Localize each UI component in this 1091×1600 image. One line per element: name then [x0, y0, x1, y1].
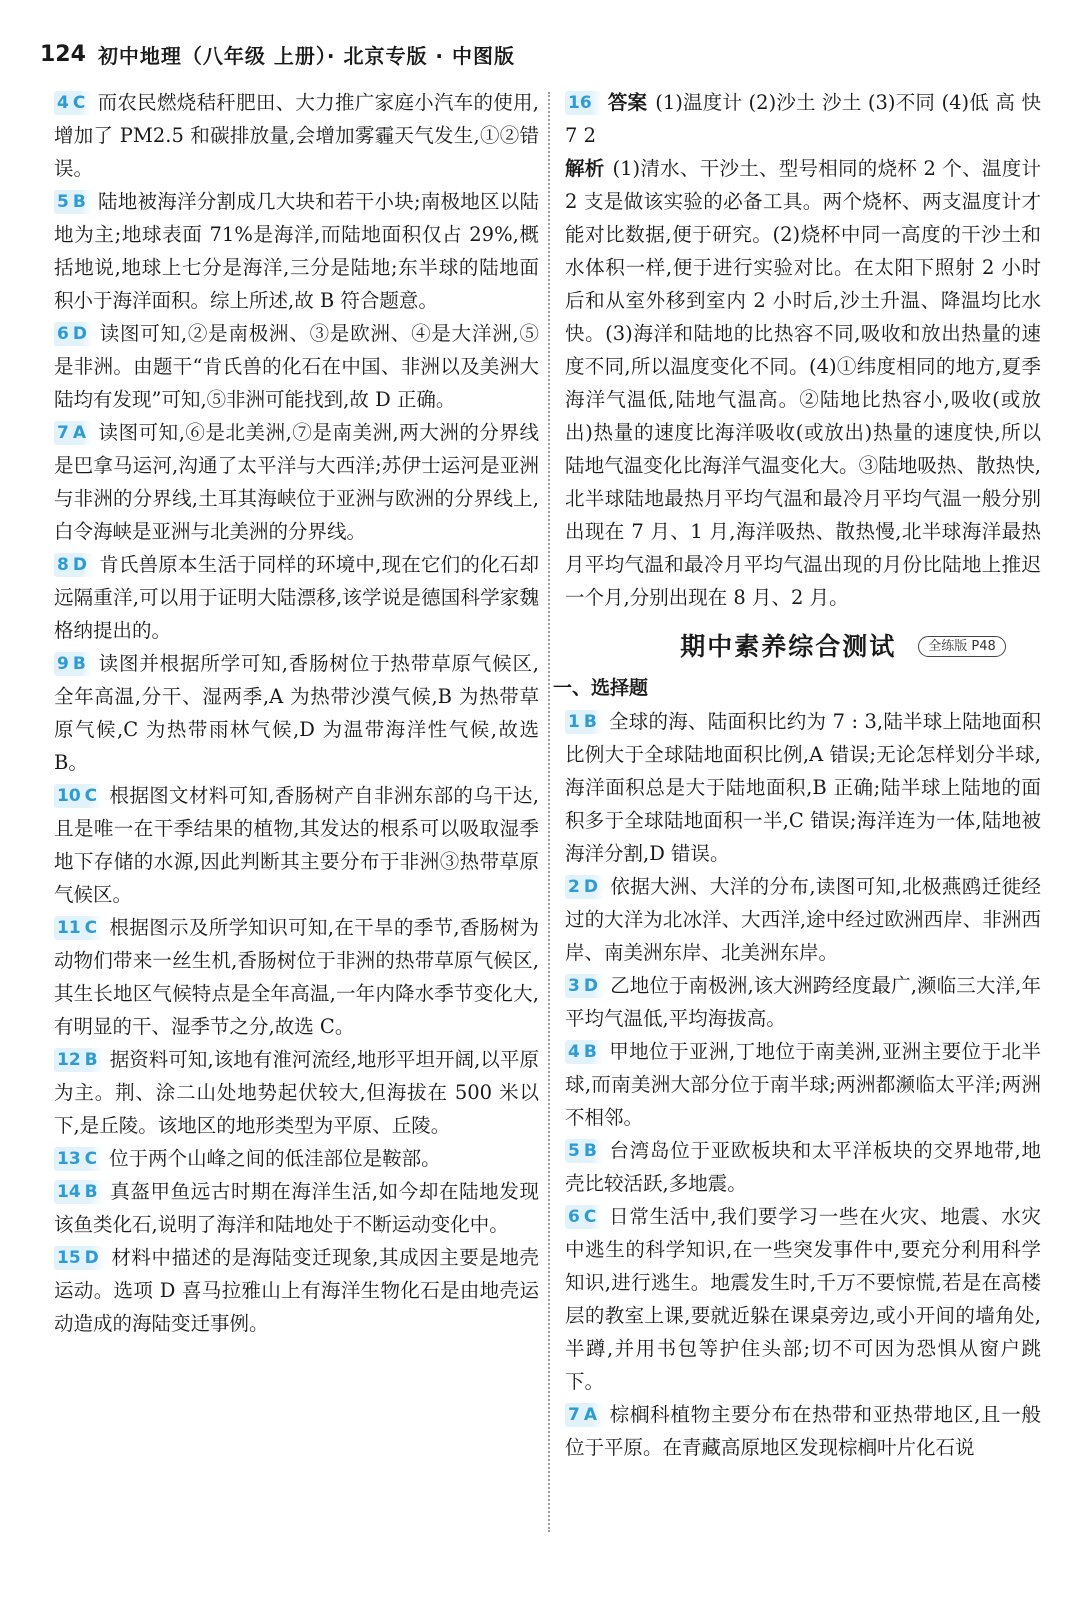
answer-badge: [565, 710, 603, 734]
answer-item-6b: [565, 1200, 1041, 1398]
question-number: 1: [568, 712, 580, 732]
answer-letter: B: [583, 1042, 597, 1062]
question-number: 12: [57, 1050, 81, 1070]
answer-item-5b: [565, 1134, 1041, 1200]
answer-badge: [54, 190, 92, 214]
answer-badge: [565, 91, 602, 115]
question-number: 13: [57, 1149, 81, 1169]
question-number: 11: [57, 918, 81, 938]
answer-item-7b: [565, 1398, 1041, 1464]
explanation-text: 读图并根据所学可知,香肠树位于热带草原气候区,全年高温,分干、湿两季,A 为热带沙漠气候,B 为热带草原气候,C 为热带雨林气候,D 为温带海洋性气候,故选 B。: [54, 652, 539, 774]
explanation-text: 日常生活中,我们要学习一些在火灾、地震、水灾中逃生的科学知识,在一些突发事件中,要充分利用科学知识,进行逃生。地震发生时,千万不要惊慌,若是在高楼层的教室上课,要就近躲在课桌旁边,或小开间的墙角处,半蹲,并用书包等护住头部;切不可因为恐惧从窗户跳下。: [565, 1205, 1041, 1393]
answer-item-8: [54, 548, 539, 647]
answer-item-10: [54, 779, 539, 911]
answer-text: (1)温度计 (2)沙土 沙土 (3)不同 (4)低 高 快 7 2: [565, 91, 1041, 147]
column-divider: [548, 92, 550, 1532]
answer-badge: [565, 1139, 603, 1163]
book-title: 初中地理（八年级 上册）· 北京专版 · 中图版: [97, 43, 515, 68]
question-number: 9: [57, 654, 69, 674]
answer-item-6: [54, 317, 539, 416]
answer-item-15: [54, 1241, 539, 1340]
answer-letter: B: [84, 1182, 98, 1202]
answer-letter: C: [583, 1207, 597, 1227]
answer-letter: D: [84, 1248, 99, 1268]
answer-item-4b: [565, 1035, 1041, 1134]
explanation-text: 根据图示及所学知识可知,在干旱的季节,香肠树为动物们带来一丝生机,香肠树位于非洲的热带草原气候区,其生长地区气候特点是全年高温,一年内降水季节变化大,有明显的干、湿季节之分,故选 C。: [54, 916, 539, 1038]
answer-badge: [565, 875, 604, 899]
explanation-text: 材料中描述的是海陆变迁现象,其成因主要是地壳运动。选项 D 喜马拉雅山上有海洋生物化石是由地壳运动造成的海陆变迁事例。: [54, 1246, 539, 1335]
explanation-text: 依据大洲、大洋的分布,读图可知,北极燕鸥迁徙经过的大洋为北冰洋、大西洋,途中经过欧洲西岸、非洲西岸、南美洲东岸、北美洲东岸。: [565, 875, 1041, 964]
answer-item-16: [565, 86, 1041, 152]
question-number: 7: [568, 1405, 580, 1425]
explanation-text: 据资料可知,该地有淮河流经,地形平坦开阔,以平原为主。荆、涂二山处地势起伏较大,但海拔在 500 米以下,是丘陵。该地区的地形类型为平原、丘陵。: [54, 1048, 539, 1137]
explanation-text: 乙地位于南极洲,该大洲跨经度最广,濒临三大洋,年平均气温低,平均海拔高。: [565, 974, 1041, 1030]
answer-badge: [565, 1205, 602, 1229]
question-number: 4: [568, 1042, 580, 1062]
answer-letter: C: [72, 93, 86, 113]
answer-letter: C: [84, 786, 98, 806]
answer-letter: D: [583, 976, 598, 996]
section-page-ref: 全练版 P48: [918, 636, 1006, 657]
answer-badge: [54, 1180, 104, 1204]
question-number: 6: [568, 1207, 580, 1227]
explanation-text: 全球的海、陆面积比约为 7 : 3,陆半球上陆地面积比例大于全球陆地面积比例,A 错误;无论怎样划分半球,海洋面积总是大于陆地面积,B 正确;陆半球上陆地的面积多于全球陆地面积一半,C 错误;海洋连为一体,陆地被海洋分割,D 错误。: [565, 710, 1041, 865]
answer-letter: D: [72, 555, 87, 575]
explanation-text: 肯氏兽原本生活于同样的环境中,现在它们的化石却远隔重洋,可以用于证明大陆漂移,该学说是德国科学家魏格纳提出的。: [54, 553, 539, 642]
explanation-text: 真盔甲鱼远古时期在海洋生活,如今却在陆地发现该鱼类化石,说明了海洋和陆地处于不断运动变化中。: [54, 1180, 539, 1236]
question-number: 14: [57, 1182, 81, 1202]
question-number: 7: [57, 423, 69, 443]
right-column: [553, 86, 1041, 1464]
explanation-text: 读图可知,②是南极洲、③是欧洲、④是大洋洲,⑤是非洲。由题干“肯氏兽的化石在中国、非洲以及美洲大陆均有发现”可知,⑤非洲可能找到,故 D 正确。: [54, 322, 539, 411]
explanation-text: 棕榈科植物主要分布在热带和亚热带地区,且一般位于平原。在青藏高原地区发现棕榈叶片化石说: [565, 1403, 1041, 1459]
explanation-text: 甲地位于亚洲,丁地位于南美洲,亚洲主要位于北半球,而南美洲大部分位于南半球;两洲都濒临太平洋;两洲不相邻。: [565, 1040, 1041, 1129]
answer-item-3: [565, 969, 1041, 1035]
answer-letter: B: [84, 1050, 98, 1070]
answer-item-13: [54, 1142, 539, 1175]
explanation-text: 根据图文材料可知,香肠树产自非洲东部的乌干达,且是唯一在干季结果的植物,其发达的根系可以吸取湿季地下存储的水源,因此判断其主要分布于非洲③热带草原气候区。: [54, 784, 539, 906]
answer-badge: [54, 91, 91, 115]
subsection-title: 一、选择题: [553, 677, 649, 699]
answer-item-5: [54, 185, 539, 317]
answer-item-14: [54, 1175, 539, 1241]
answer-label: 答案: [607, 91, 648, 114]
answer-letter: A: [72, 423, 87, 443]
answer-item-4: [54, 86, 539, 185]
answer-item-2: [565, 870, 1041, 969]
answer-badge: [54, 553, 93, 577]
question-number: 6: [57, 324, 69, 344]
explanation-text: 台湾岛位于亚欧板块和太平洋板块的交界地带,地壳比较活跃,多地震。: [565, 1139, 1041, 1195]
question-number: 5: [568, 1141, 580, 1161]
question-number: 3: [568, 976, 580, 996]
explanation-text: 读图可知,⑥是北美洲,⑦是南美洲,两大洲的分界线是巴拿马运河,沟通了太平洋与大西洋;苏伊士运河是亚洲与非洲的分界线,土耳其海峡位于亚洲与欧洲的分界线上,白令海峡是亚洲与北美洲的分界线。: [54, 421, 539, 543]
answer-badge: [54, 322, 93, 346]
answer-badge: [565, 1040, 603, 1064]
question-number: 15: [57, 1248, 81, 1268]
answer-letter: B: [583, 712, 597, 732]
explanation-text: 位于两个山峰之间的低洼部位是鞍部。: [109, 1147, 441, 1170]
answer-badge: [54, 1147, 103, 1171]
answer-badge: [54, 916, 103, 940]
left-column: [54, 86, 539, 1340]
answer-letter: D: [583, 877, 598, 897]
answer-letter: B: [583, 1141, 597, 1161]
answer-letter: B: [72, 654, 86, 674]
analysis-label: 解析: [565, 157, 605, 180]
answer-item-1: [565, 705, 1041, 870]
question-number: 8: [57, 555, 69, 575]
question-number: 16: [568, 93, 592, 113]
answer-letter: A: [583, 1405, 598, 1425]
answer-badge: [54, 652, 92, 676]
answer-badge: [54, 1246, 105, 1270]
analysis-16: [565, 152, 1041, 614]
answer-letter: D: [72, 324, 87, 344]
answer-badge: [565, 974, 604, 998]
answer-letter: C: [84, 1149, 98, 1169]
answer-badge: [565, 1403, 603, 1427]
answer-item-12: [54, 1043, 539, 1142]
answer-badge: [54, 421, 92, 445]
question-number: 10: [57, 786, 81, 806]
explanation-text: 陆地被海洋分割成几大块和若干小块;南极地区以陆地为主;地球表面 71%是海洋,而陆地面积仅占 29%,概括地说,地球上七分是海洋,三分是陆地;东半球的陆地面积小于海洋面积。综上所述,故 B 符合题意。: [54, 190, 539, 312]
section-heading: [565, 624, 1041, 668]
explanation-text: 而农民燃烧秸秆肥田、大力推广家庭小汽车的使用,增加了 PM2.5 和碳排放量,会增加雾霾天气发生,①②错误。: [54, 91, 539, 180]
answer-badge: [54, 1048, 104, 1072]
answer-badge: [54, 784, 103, 808]
analysis-text: (1)清水、干沙土、型号相同的烧杯 2 个、温度计 2 支是做该实验的必备工具。两个烧杯、两支温度计才能对比数据,便于研究。(2)烧杯中同一高度的干沙土和水体积一样,便于进行实验对比。在太阳下照射 2 小时后和从室外移到室内 2 小时后,沙土升温、降温均比水快。(3)海洋和陆地的比热容不同,吸收和放出热量的速度不同,所以温度变化不同。(4)①纬度相同的地方,夏季海洋气温低,陆地气温高。②陆地比热容小,吸收(或放出)热量的速度比海洋吸收(或放出)热量的速度快,所以陆地气温变化比海洋气温变化大。③陆地吸热、散热快,北半球陆地最热月平均气温和最冷月平均气温一般分别出现在 7 月、1 月,海洋吸热、散热慢,北半球海洋最热月平均气温和最冷月平均气温出现的月份比陆地上推迟一个月,分别出现在 8 月、2 月。: [565, 157, 1041, 609]
section-title: 期中素养综合测试: [680, 631, 897, 661]
answer-item-7: [54, 416, 539, 548]
answer-item-11: [54, 911, 539, 1043]
question-number: 4: [57, 93, 69, 113]
page-number: 124: [40, 41, 86, 67]
question-number: 5: [57, 192, 69, 212]
question-number: 2: [568, 877, 580, 897]
answer-letter: C: [84, 918, 98, 938]
answer-item-9: [54, 647, 539, 779]
page-header: [40, 34, 515, 74]
answer-letter: B: [72, 192, 86, 212]
